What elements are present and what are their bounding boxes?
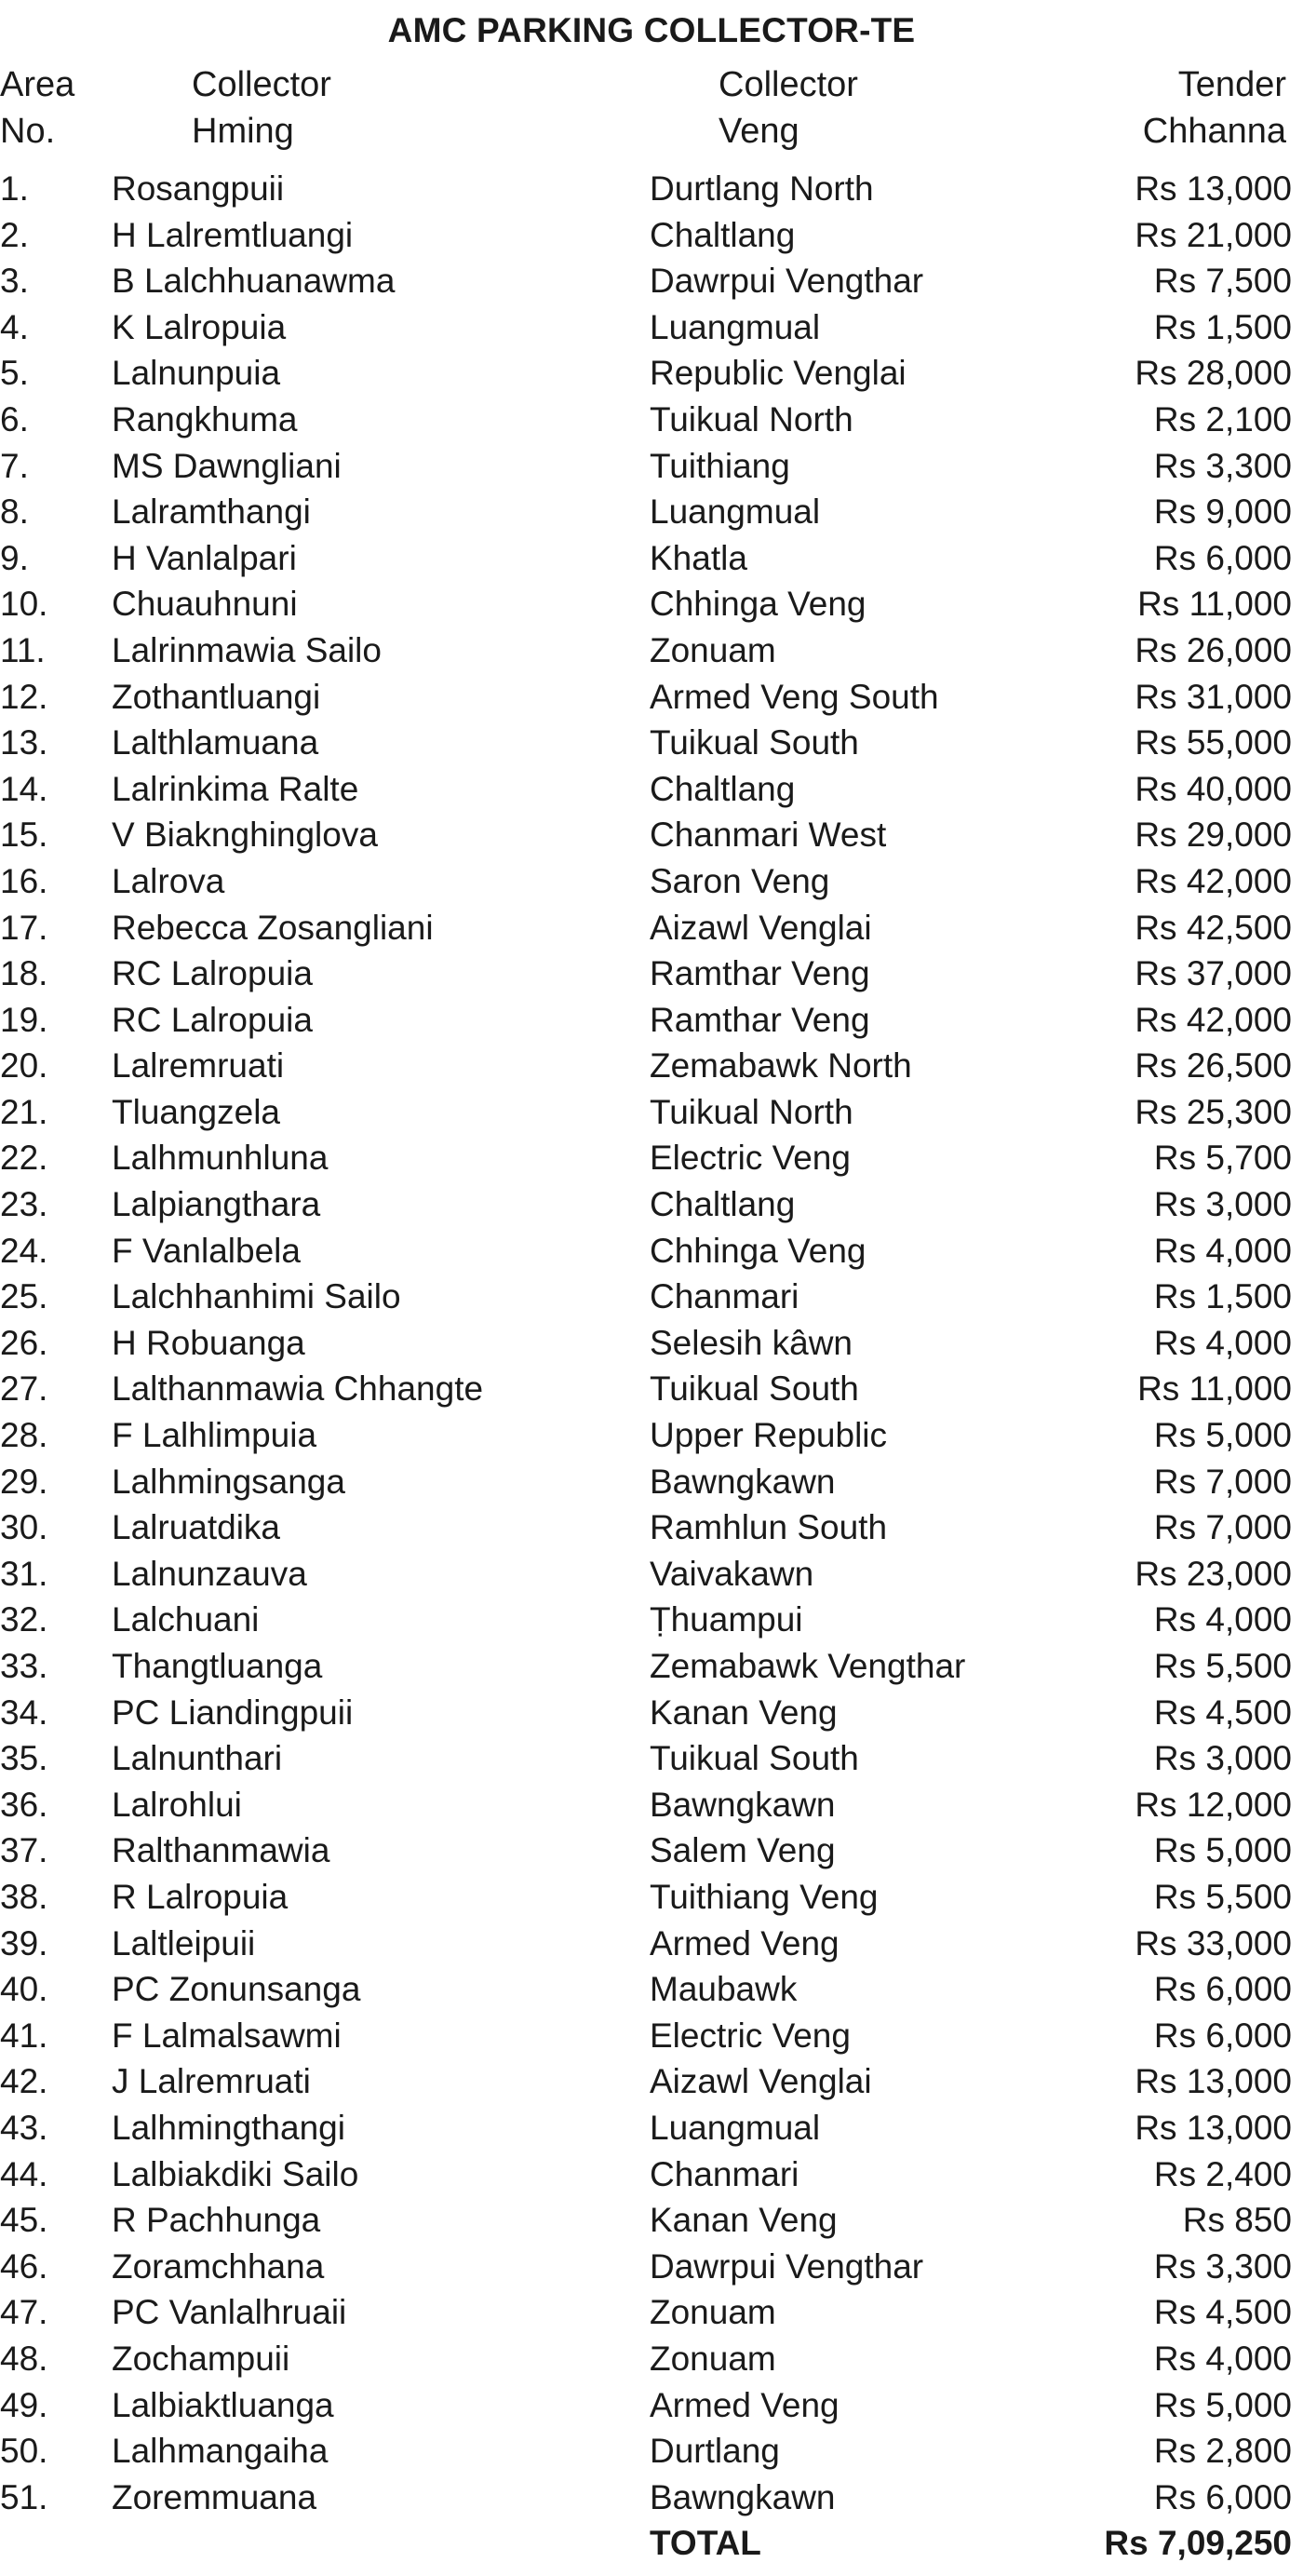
table-row bbox=[0, 1043, 1303, 1089]
area-no-cell: 20. bbox=[0, 1046, 48, 1086]
table-row bbox=[0, 1089, 1303, 1136]
collector-name-cell: Zothantluangi bbox=[112, 677, 321, 716]
total-amount: Rs 7,09,250 bbox=[1104, 2524, 1292, 2563]
tender-amount-cell: Rs 13,000 bbox=[1135, 2062, 1292, 2101]
tender-amount-cell: Rs 6,000 bbox=[1153, 2016, 1292, 2055]
collector-veng-cell: Ramhlun South bbox=[650, 1508, 888, 1547]
tender-amount-cell: Rs 23,000 bbox=[1135, 1554, 1292, 1593]
collector-veng-cell: Chaltlang bbox=[650, 215, 796, 254]
collector-veng-cell: Chanmari bbox=[650, 2154, 799, 2193]
collector-name-cell: Lalnunpuia bbox=[112, 354, 281, 393]
tender-amount-cell: Rs 2,100 bbox=[1153, 399, 1292, 438]
collector-name-cell: Chuauhnuni bbox=[112, 585, 298, 624]
table-row bbox=[0, 2382, 1303, 2429]
area-no-cell: 44. bbox=[0, 2154, 48, 2193]
collector-name-cell: Lalremruati bbox=[112, 1046, 285, 1086]
collector-name-cell: PC Liandingpuii bbox=[112, 1693, 354, 1732]
area-no-cell: 29. bbox=[0, 1462, 48, 1501]
table-row bbox=[0, 1827, 1303, 1874]
area-no-cell: 4. bbox=[0, 307, 29, 346]
area-no-cell: 36. bbox=[0, 1785, 48, 1824]
area-no-cell: 51. bbox=[0, 2477, 48, 2516]
table-row bbox=[0, 2197, 1303, 2244]
area-no-cell: 12. bbox=[0, 677, 48, 716]
table-row bbox=[0, 304, 1303, 351]
tender-amount-cell: Rs 11,000 bbox=[1137, 1369, 1292, 1409]
tender-amount-cell: Rs 9,000 bbox=[1153, 492, 1292, 532]
tender-amount-cell: Rs 12,000 bbox=[1135, 1785, 1292, 1824]
tender-amount-cell: Rs 42,000 bbox=[1135, 861, 1292, 900]
collector-veng-cell: Bawngkawn bbox=[650, 1462, 836, 1501]
table-row bbox=[0, 2105, 1303, 2151]
table-row bbox=[0, 443, 1303, 490]
tender-amount-cell: Rs 4,500 bbox=[1153, 1693, 1292, 1732]
area-no-cell: 15. bbox=[0, 816, 48, 855]
area-no-cell: 34. bbox=[0, 1693, 48, 1732]
area-no-cell: 18. bbox=[0, 954, 48, 993]
area-no-cell: 40. bbox=[0, 1970, 48, 2009]
tender-amount-cell: Rs 4,000 bbox=[1153, 2339, 1292, 2378]
area-no-cell: 21. bbox=[0, 1092, 48, 1131]
table-row bbox=[0, 720, 1303, 766]
page-title: AMC PARKING COLLECTOR-TE bbox=[387, 11, 916, 49]
table-row bbox=[0, 766, 1303, 813]
collector-name-cell: Lalrohlui bbox=[112, 1785, 242, 1824]
collector-veng-cell: Kanan Veng bbox=[650, 1693, 838, 1732]
table-row bbox=[0, 1320, 1303, 1367]
collector-veng-cell: Khatla bbox=[650, 538, 747, 577]
area-no-cell: 43. bbox=[0, 2108, 48, 2147]
collector-veng-cell: Durtlang North bbox=[650, 169, 874, 208]
collector-veng-cell: Dawrpui Vengthar bbox=[650, 262, 924, 301]
area-no-cell: 22. bbox=[0, 1139, 48, 1178]
collector-name-cell: PC Zonunsanga bbox=[112, 1970, 361, 2009]
tender-amount-cell: Rs 5,000 bbox=[1153, 2385, 1292, 2424]
table-row bbox=[0, 812, 1303, 858]
table-row bbox=[0, 2336, 1303, 2382]
table-row bbox=[0, 674, 1303, 721]
tender-amount-cell: Rs 29,000 bbox=[1135, 816, 1292, 855]
table-row bbox=[0, 997, 1303, 1044]
collector-veng-cell: Salem Veng bbox=[650, 1831, 836, 1870]
collector-name-cell: R Lalropuia bbox=[112, 1877, 289, 1916]
collector-name-cell: R Pachhunga bbox=[112, 2201, 321, 2240]
collector-veng-cell: Electric Veng bbox=[650, 2016, 851, 2055]
tender-amount-cell: Rs 33,000 bbox=[1135, 1923, 1292, 1962]
collector-veng-cell: Bawngkawn bbox=[650, 1785, 836, 1824]
collector-veng-cell: Kanan Veng bbox=[650, 2201, 838, 2240]
collector-veng-cell: Ramthar Veng bbox=[650, 954, 870, 993]
collector-veng-cell: Chaltlang bbox=[650, 769, 796, 808]
table-row bbox=[0, 905, 1303, 951]
table-row bbox=[0, 1228, 1303, 1275]
tender-amount-cell: Rs 5,700 bbox=[1153, 1139, 1292, 1178]
area-no-cell: 14. bbox=[0, 769, 48, 808]
table-row bbox=[0, 166, 1303, 212]
collector-veng-cell: Chanmari bbox=[650, 1277, 799, 1316]
collector-veng-cell: Ṭhuampui bbox=[650, 1600, 803, 1639]
tender-amount-cell: Rs 11,000 bbox=[1137, 585, 1292, 624]
collector-name-cell: Lalramthangi bbox=[112, 492, 311, 532]
tender-amount-cell: Rs 13,000 bbox=[1135, 2108, 1292, 2147]
area-no-cell: 7. bbox=[0, 446, 29, 485]
collector-veng-cell: Luangmual bbox=[650, 2108, 821, 2147]
collector-veng-cell: Upper Republic bbox=[650, 1416, 888, 1455]
area-no-cell: 33. bbox=[0, 1647, 48, 1685]
tender-amount-cell: Rs 4,000 bbox=[1153, 1323, 1292, 1362]
collector-name-cell: Lalruatdika bbox=[112, 1508, 281, 1547]
table-row bbox=[0, 2151, 1303, 2198]
table-row bbox=[0, 1504, 1303, 1551]
area-no-cell: 23. bbox=[0, 1185, 48, 1224]
area-no-cell: 38. bbox=[0, 1877, 48, 1916]
table-row bbox=[0, 350, 1303, 397]
collector-name-cell: V Biaknghinglova bbox=[112, 816, 378, 855]
collector-veng-cell: Aizawl Venglai bbox=[650, 908, 872, 947]
collector-name-cell: MS Dawngliani bbox=[112, 446, 342, 485]
area-no-cell: 9. bbox=[0, 538, 29, 577]
collector-veng-cell: Luangmual bbox=[650, 307, 821, 346]
tender-amount-cell: Rs 40,000 bbox=[1135, 769, 1292, 808]
tender-amount-cell: Rs 3,300 bbox=[1153, 2246, 1292, 2286]
collector-name-cell: Zoramchhana bbox=[112, 2246, 325, 2286]
tender-amount-cell: Rs 4,000 bbox=[1153, 1600, 1292, 1639]
collector-veng-cell: Ramthar Veng bbox=[650, 1000, 870, 1039]
collector-veng-cell: Luangmual bbox=[650, 492, 821, 532]
table-row bbox=[0, 1643, 1303, 1690]
collector-name-cell: Lalchuani bbox=[112, 1600, 260, 1639]
tender-amount-cell: Rs 6,000 bbox=[1153, 1970, 1292, 2009]
table-row bbox=[0, 1412, 1303, 1459]
collector-name-cell: Rebecca Zosangliani bbox=[112, 908, 434, 947]
collector-veng-cell: Zonuam bbox=[650, 2293, 776, 2332]
area-no-cell: 26. bbox=[0, 1323, 48, 1362]
tender-amount-cell: Rs 850 bbox=[1182, 2201, 1292, 2240]
collector-veng-cell: Tuikual South bbox=[650, 723, 859, 762]
collector-veng-cell: Dawrpui Vengthar bbox=[650, 2246, 924, 2286]
table-row bbox=[0, 2244, 1303, 2290]
tender-amount-cell: Rs 4,500 bbox=[1153, 2293, 1292, 2332]
collector-veng-cell: Armed Veng South bbox=[650, 677, 939, 716]
table-row bbox=[0, 627, 1303, 674]
collector-name-cell: Lalnunzauva bbox=[112, 1554, 307, 1593]
area-no-cell: 48. bbox=[0, 2339, 48, 2378]
collector-name-cell: Zoremmuana bbox=[112, 2477, 317, 2516]
tender-amount-cell: Rs 2,400 bbox=[1153, 2154, 1292, 2193]
collector-name-cell: PC Vanlalhruaii bbox=[112, 2293, 347, 2332]
table-row bbox=[0, 2289, 1303, 2336]
table-row bbox=[0, 1274, 1303, 1320]
area-no-cell: 49. bbox=[0, 2385, 48, 2424]
collector-name-cell: F Lalhlimpuia bbox=[112, 1416, 317, 1455]
collector-name-cell: Rosangpuii bbox=[112, 169, 285, 208]
area-no-cell: 24. bbox=[0, 1231, 48, 1270]
tender-amount-cell: Rs 3,300 bbox=[1153, 446, 1292, 485]
table-row bbox=[0, 1690, 1303, 1736]
collector-name-cell: Lalhmangaiha bbox=[112, 2432, 329, 2471]
area-no-cell: 30. bbox=[0, 1508, 48, 1547]
collector-veng-cell: Armed Veng bbox=[650, 2385, 840, 2424]
area-no-cell: 13. bbox=[0, 723, 48, 762]
collector-veng-cell: Tuithiang Veng bbox=[650, 1877, 879, 1916]
table-row bbox=[0, 1551, 1303, 1598]
collector-veng-cell: Chhinga Veng bbox=[650, 585, 866, 624]
collector-veng-cell: Chaltlang bbox=[650, 1185, 796, 1224]
table-row bbox=[0, 397, 1303, 443]
area-no-cell: 39. bbox=[0, 1923, 48, 1962]
collector-name-cell: Laltleipuii bbox=[112, 1923, 256, 1962]
table-row bbox=[0, 2475, 1303, 2521]
tender-amount-cell: Rs 5,000 bbox=[1153, 1831, 1292, 1870]
collector-veng-cell: Zonuam bbox=[650, 630, 776, 669]
collector-name-cell: K Lalropuia bbox=[112, 307, 287, 346]
tender-amount-cell: Rs 1,500 bbox=[1153, 307, 1292, 346]
collector-name-cell: Lalnunthari bbox=[112, 1739, 283, 1778]
table-row bbox=[0, 581, 1303, 627]
tender-amount-cell: Rs 25,300 bbox=[1135, 1092, 1292, 1131]
collector-name-cell: H Vanlalpari bbox=[112, 538, 297, 577]
collector-veng-cell: Vaivakawn bbox=[650, 1554, 814, 1593]
tender-amount-cell: Rs 3,000 bbox=[1153, 1739, 1292, 1778]
table-row bbox=[0, 858, 1303, 905]
table-row bbox=[0, 1366, 1303, 1412]
collector-name-cell: Lalrinkima Ralte bbox=[112, 769, 359, 808]
collector-name-cell: Lalbiaktluanga bbox=[112, 2385, 334, 2424]
table-row bbox=[0, 258, 1303, 304]
collector-veng-cell: Saron Veng bbox=[650, 861, 830, 900]
area-no-cell: 8. bbox=[0, 492, 29, 532]
collector-name-cell: Lalthanmawia Chhangte bbox=[112, 1369, 484, 1409]
area-no-cell: 45. bbox=[0, 2201, 48, 2240]
collector-veng-cell: Tuikual South bbox=[650, 1739, 859, 1778]
tender-amount-cell: Rs 5,000 bbox=[1153, 1416, 1292, 1455]
header-area-no: Area No. bbox=[0, 65, 75, 151]
collector-name-cell: H Lalremtluangi bbox=[112, 215, 354, 254]
collector-veng-cell: Tuikual North bbox=[650, 1092, 853, 1131]
collector-name-cell: Thangtluanga bbox=[112, 1647, 323, 1685]
collector-veng-cell: Zonuam bbox=[650, 2339, 776, 2378]
area-no-cell: 41. bbox=[0, 2016, 48, 2055]
collector-veng-cell: Chanmari West bbox=[650, 816, 887, 855]
tender-amount-cell: Rs 37,000 bbox=[1135, 954, 1292, 993]
collector-name-cell: RC Lalropuia bbox=[112, 954, 313, 993]
table-row bbox=[0, 1181, 1303, 1228]
area-no-cell: 19. bbox=[0, 1000, 48, 1039]
area-no-cell: 50. bbox=[0, 2432, 48, 2471]
collector-veng-cell: Armed Veng bbox=[650, 1923, 840, 1962]
collector-veng-cell: Selesih kâwn bbox=[650, 1323, 853, 1362]
table-row bbox=[0, 1921, 1303, 1967]
collector-name-cell: F Lalmalsawmi bbox=[112, 2016, 342, 2055]
header-collector-hming: Collector Hming bbox=[192, 65, 331, 151]
total-row bbox=[0, 2520, 1303, 2567]
area-no-cell: 25. bbox=[0, 1277, 48, 1316]
area-no-cell: 10. bbox=[0, 585, 48, 624]
tender-amount-cell: Rs 6,000 bbox=[1153, 2477, 1292, 2516]
collector-name-cell: J Lalremruati bbox=[112, 2062, 311, 2101]
area-no-cell: 35. bbox=[0, 1739, 48, 1778]
collector-name-cell: B Lalchhuanawma bbox=[112, 262, 396, 301]
tender-amount-cell: Rs 42,000 bbox=[1135, 1000, 1292, 1039]
total-label: TOTAL bbox=[650, 2524, 761, 2563]
collector-veng-cell: Durtlang bbox=[650, 2432, 780, 2471]
collector-veng-cell: Tuikual North bbox=[650, 399, 853, 438]
table-row bbox=[0, 489, 1303, 535]
tender-amount-cell: Rs 6,000 bbox=[1153, 538, 1292, 577]
tender-amount-cell: Rs 3,000 bbox=[1153, 1185, 1292, 1224]
table-row bbox=[0, 1597, 1303, 1643]
collector-name-cell: Lalbiakdiki Sailo bbox=[112, 2154, 359, 2193]
collector-name-cell: Lalthlamuana bbox=[112, 723, 319, 762]
collector-name-cell: RC Lalropuia bbox=[112, 1000, 313, 1039]
tender-amount-cell: Rs 21,000 bbox=[1135, 215, 1292, 254]
collector-name-cell: Lalhmingsanga bbox=[112, 1462, 345, 1501]
area-no-cell: 2. bbox=[0, 215, 29, 254]
area-no-cell: 5. bbox=[0, 354, 29, 393]
table-header bbox=[0, 61, 1303, 164]
tender-amount-cell: Rs 26,000 bbox=[1135, 630, 1292, 669]
table-row bbox=[0, 2428, 1303, 2475]
collector-name-cell: Lalrinmawia Sailo bbox=[112, 630, 382, 669]
collector-name-cell: Tluangzela bbox=[112, 1092, 281, 1131]
collector-veng-cell: Maubawk bbox=[650, 1970, 798, 2009]
header-tender-chhanna: Tender Chhanna bbox=[1142, 65, 1286, 151]
area-no-cell: 11. bbox=[0, 630, 46, 669]
table-row bbox=[0, 1135, 1303, 1181]
collector-veng-cell: Zemabawk Vengthar bbox=[650, 1647, 966, 1685]
tender-amount-cell: Rs 4,000 bbox=[1153, 1231, 1292, 1270]
area-no-cell: 31. bbox=[0, 1554, 48, 1593]
table-row bbox=[0, 1966, 1303, 2013]
table-row bbox=[0, 951, 1303, 997]
collector-name-cell: F Vanlalbela bbox=[112, 1231, 301, 1270]
tender-amount-cell: Rs 42,500 bbox=[1135, 908, 1292, 947]
tender-amount-cell: Rs 5,500 bbox=[1153, 1877, 1292, 1916]
table-row bbox=[0, 1782, 1303, 1828]
collector-veng-cell: Republic Venglai bbox=[650, 354, 907, 393]
area-no-cell: 28. bbox=[0, 1416, 48, 1455]
collector-name-cell: Lalhmingthangi bbox=[112, 2108, 345, 2147]
area-no-cell: 42. bbox=[0, 2062, 48, 2101]
collector-veng-cell: Zemabawk North bbox=[650, 1046, 912, 1086]
collector-veng-cell: Bawngkawn bbox=[650, 2477, 836, 2516]
area-no-cell: 1. bbox=[0, 169, 29, 208]
collector-name-cell: Lalpiangthara bbox=[112, 1185, 321, 1224]
tender-amount-cell: Rs 28,000 bbox=[1135, 354, 1292, 393]
tender-amount-cell: Rs 5,500 bbox=[1153, 1647, 1292, 1685]
area-no-cell: 46. bbox=[0, 2246, 48, 2286]
collector-name-cell: Lalhmunhluna bbox=[112, 1139, 329, 1178]
collector-veng-cell: Tuikual South bbox=[650, 1369, 859, 1409]
table-row bbox=[0, 2013, 1303, 2059]
area-no-cell: 37. bbox=[0, 1831, 48, 1870]
collector-name-cell: H Robuanga bbox=[112, 1323, 305, 1362]
tender-amount-cell: Rs 7,500 bbox=[1153, 262, 1292, 301]
table-row bbox=[0, 1735, 1303, 1782]
collector-veng-cell: Aizawl Venglai bbox=[650, 2062, 872, 2101]
tender-amount-cell: Rs 26,500 bbox=[1135, 1046, 1292, 1086]
tender-amount-cell: Rs 7,000 bbox=[1153, 1508, 1292, 1547]
tender-amount-cell: Rs 2,800 bbox=[1153, 2432, 1292, 2471]
table-row bbox=[0, 1459, 1303, 1505]
tender-amount-cell: Rs 1,500 bbox=[1153, 1277, 1292, 1316]
collector-name-cell: Ralthanmawia bbox=[112, 1831, 330, 1870]
tender-amount-cell: Rs 31,000 bbox=[1135, 677, 1292, 716]
collector-veng-cell: Chhinga Veng bbox=[650, 1231, 866, 1270]
collector-name-cell: Rangkhuma bbox=[112, 399, 298, 438]
header-collector-veng: Collector Veng bbox=[719, 65, 858, 151]
collector-name-cell: Zochampuii bbox=[112, 2339, 290, 2378]
table-body bbox=[0, 166, 1303, 2567]
table-row bbox=[0, 1874, 1303, 1921]
collector-veng-cell: Electric Veng bbox=[650, 1139, 851, 1178]
area-no-cell: 47. bbox=[0, 2293, 48, 2332]
tender-amount-cell: Rs 7,000 bbox=[1153, 1462, 1292, 1501]
area-no-cell: 16. bbox=[0, 861, 48, 900]
area-no-cell: 6. bbox=[0, 399, 29, 438]
area-no-cell: 17. bbox=[0, 908, 48, 947]
tender-amount-cell: Rs 55,000 bbox=[1135, 723, 1292, 762]
area-no-cell: 32. bbox=[0, 1600, 48, 1639]
area-no-cell: 27. bbox=[0, 1369, 48, 1409]
area-no-cell: 3. bbox=[0, 262, 29, 301]
table-row bbox=[0, 2058, 1303, 2105]
collector-name-cell: Lalchhanhimi Sailo bbox=[112, 1277, 401, 1316]
collector-veng-cell: Tuithiang bbox=[650, 446, 790, 485]
collector-name-cell: Lalrova bbox=[112, 861, 225, 900]
table-row bbox=[0, 535, 1303, 582]
table-row bbox=[0, 212, 1303, 259]
tender-amount-cell: Rs 13,000 bbox=[1135, 169, 1292, 208]
